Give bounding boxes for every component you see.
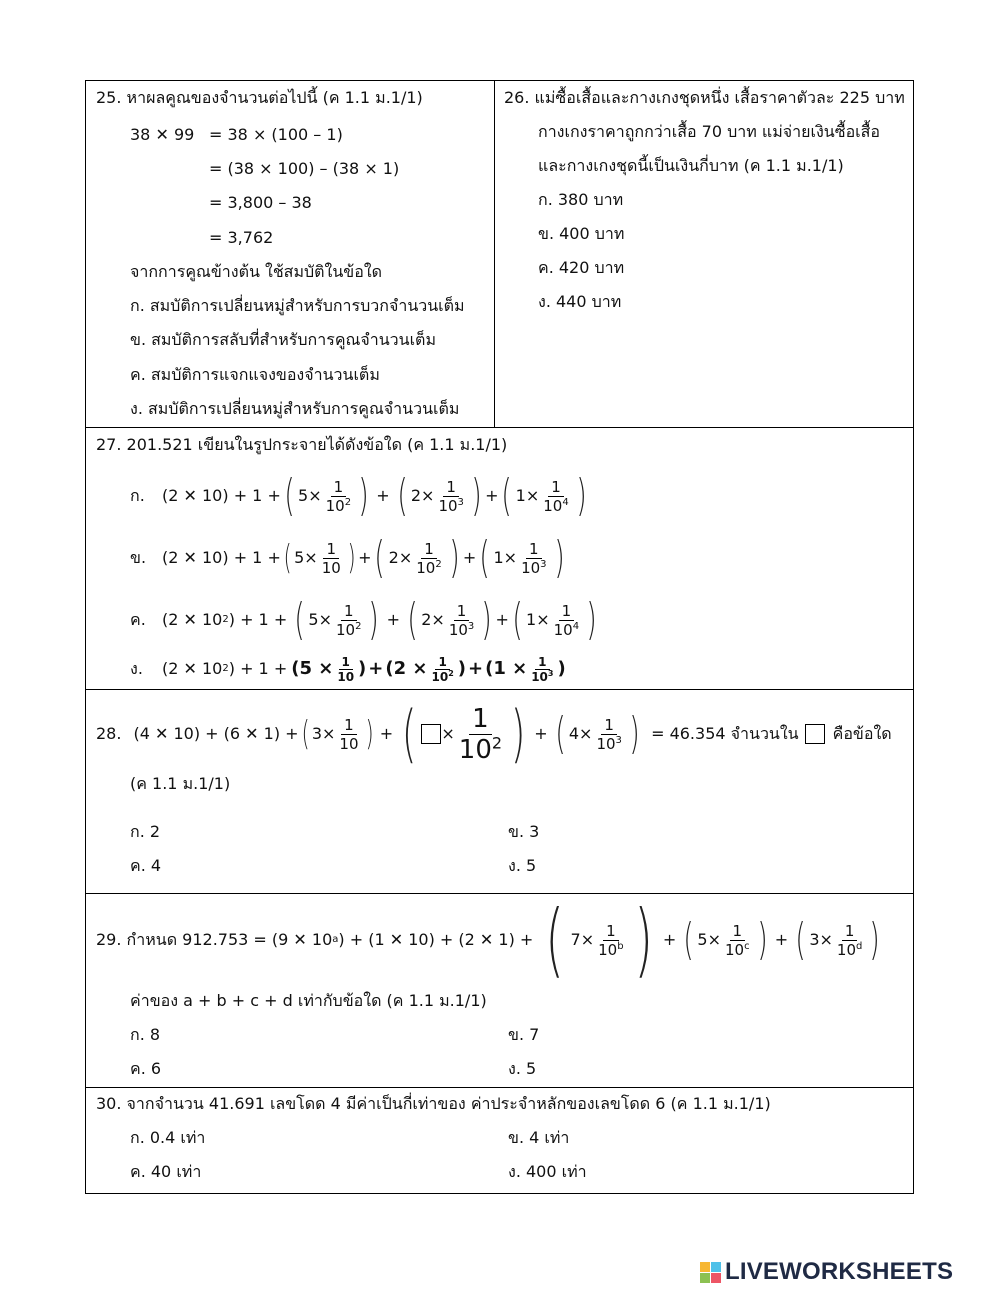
- plus-sign: +: [462, 548, 477, 567]
- plus-sign: +: [534, 724, 548, 743]
- paren-open: (: [407, 594, 418, 645]
- paren-close: ): [449, 532, 460, 583]
- q25-title: 25. หาผลคูณของจำนวนต่อไปนี้ (ค 1.1 ม.1/1): [96, 88, 423, 107]
- times-2: 2×: [421, 610, 445, 629]
- term-5: (5 ×: [291, 658, 334, 679]
- paren-close: ): [347, 538, 356, 578]
- q25-line1b: = 38 × (100 – 1): [209, 125, 343, 144]
- fraction: $\frac{1}{10^3}$: [448, 601, 475, 639]
- row-q29: [86, 893, 913, 1087]
- term-1: (1 ×: [485, 658, 528, 679]
- paren-open: (: [795, 914, 806, 965]
- q27-lead-a: (2 ✕ 10) + 1 +: [162, 486, 281, 505]
- paren-close: ): [586, 594, 597, 645]
- times-7: 7×: [570, 930, 595, 949]
- q28-equation: [96, 697, 892, 770]
- paren-close: ): [869, 914, 881, 965]
- q28-option-b[interactable]: ข. 3: [508, 822, 540, 841]
- logo-block: [711, 1273, 721, 1283]
- logo-block: [711, 1262, 721, 1272]
- q27-label-d: ง.: [130, 659, 143, 678]
- logo-block: [700, 1262, 710, 1272]
- q29-lead: 29. กำหนด 912.753 = (9 ✕ 10: [96, 930, 333, 949]
- logo-block: [700, 1273, 710, 1283]
- q30-option-c[interactable]: ค. 40 เท่า: [130, 1162, 202, 1181]
- fraction: $\frac{1}{10^3}$: [521, 539, 547, 577]
- q30-title: 30. จากจำนวน 41.691 เลขโดด 4 มีค่าเป็นกี่เท่าของ ค่าประจำหลักของเลขโดด 6 (ค 1.1 ม.1/1): [96, 1094, 771, 1113]
- plus-sign: +: [376, 486, 390, 505]
- q28-option-d[interactable]: ง. 5: [508, 856, 537, 875]
- plus-sign: +: [485, 486, 499, 505]
- fraction: $\frac{1}{10^3}$: [596, 715, 622, 753]
- q29-option-c[interactable]: ค. 6: [130, 1059, 162, 1078]
- brand-name: LIVEWORKSHEETS: [725, 1258, 954, 1285]
- paren-close: ): [633, 893, 653, 986]
- fraction: $\frac{1}{10^2}$: [431, 654, 454, 684]
- paren-open: (: [402, 697, 417, 770]
- paren-close: ): [457, 658, 466, 679]
- logo-blocks-icon: [700, 1262, 721, 1283]
- q29-option-d[interactable]: ง. 5: [508, 1059, 537, 1078]
- plus-sign: +: [386, 610, 401, 629]
- fraction: $\frac{1}{10^2}$: [458, 703, 503, 765]
- paren-open: (: [545, 893, 565, 986]
- q25-option-d[interactable]: ง. สมบัติการเปลี่ยนหมู่สำหรับการคูณจำนวนเต็ม: [130, 399, 460, 418]
- q27-lead-b: (2 ✕ 10) + 1 +: [162, 548, 281, 567]
- q27-lead-d: (2 ✕ 10: [162, 659, 223, 678]
- q25-option-c[interactable]: ค. สมบัติการแจกแจงของจำนวนเต็ม: [130, 365, 380, 384]
- paren-open: (: [294, 594, 305, 645]
- plus-sign: +: [662, 930, 677, 949]
- paren-close: ): [471, 470, 482, 521]
- fraction: $\frac{1}{10^2}$: [336, 601, 362, 639]
- paren-close: ): [358, 470, 369, 521]
- q25-line3: = 3,800 – 38: [209, 193, 312, 212]
- q30-option-a[interactable]: ก. 0.4 เท่า: [130, 1128, 206, 1147]
- q26-option-d[interactable]: ง. 440 บาท: [538, 292, 622, 311]
- q25-question: จากการคูณข้างต้น ใช้สมบัติในข้อใด: [130, 262, 383, 281]
- paren-close: ): [557, 658, 566, 679]
- q25-line4: = 3,762: [209, 228, 274, 247]
- q25-option-b[interactable]: ข. สมบัติการสลับที่สำหรับการคูณจำนวนเต็ม: [130, 330, 436, 349]
- paren-close: ): [365, 714, 374, 754]
- times-3: 3×: [311, 724, 336, 743]
- divider-vertical: [494, 81, 495, 427]
- plus-sign: +: [495, 610, 509, 629]
- paren-open: (: [283, 538, 292, 578]
- q28-number: 28.: [96, 724, 122, 743]
- paren-open: (: [683, 914, 694, 965]
- paren-close: ): [757, 914, 768, 965]
- q27-title: 27. 201.521 เขียนในรูปกระจายได้ดังข้อใด (ค 1.1 ม.1/1): [96, 435, 508, 454]
- q30-option-d[interactable]: ง. 400 เท่า: [508, 1162, 587, 1181]
- paren-open: (: [301, 714, 310, 754]
- times-1: 1×: [526, 610, 550, 629]
- q29-option-a[interactable]: ก. 8: [130, 1025, 161, 1044]
- q27-label-c: ค.: [130, 610, 146, 629]
- q26-line3: และกางเกงชุดนี้เป็นเงินกี่บาท (ค 1.1 ม.1/1): [538, 156, 844, 175]
- fraction: $\frac{1}{10^2}$: [416, 539, 442, 577]
- q27-lead-c: (2 ✕ 10: [162, 610, 223, 629]
- paren-open: (: [397, 470, 408, 521]
- q27-option-b[interactable]: [130, 530, 568, 586]
- fraction: $\frac{1}{10^4}$: [543, 477, 569, 515]
- times-sign: ×: [441, 724, 455, 743]
- after-power: ) + 1 +: [228, 610, 288, 629]
- worksheet-table: [85, 80, 914, 1194]
- paren-close: ): [368, 594, 380, 645]
- times-2: 2×: [388, 548, 413, 567]
- q27-option-a[interactable]: [130, 468, 590, 524]
- q26-line1: 26. แม่ซื้อเสื้อและกางเกงชุดหนึ่ง เสื้อราคาตัวละ 225 บาท: [504, 88, 905, 107]
- row-q30: [86, 1087, 913, 1193]
- plus-sign: +: [368, 658, 384, 679]
- q30-option-b[interactable]: ข. 4 เท่า: [508, 1128, 570, 1147]
- times-5: 5×: [294, 548, 318, 567]
- fraction: $\frac{1}{10}$: [337, 654, 355, 684]
- q28-lead: (4 ✕ 10) + (6 ✕ 1) +: [133, 724, 299, 743]
- q26-option-b[interactable]: ข. 400 บาท: [538, 224, 625, 243]
- paren-close: ): [510, 697, 526, 770]
- fraction: $\frac{1}{10}$: [339, 715, 359, 753]
- paren-open: (: [374, 532, 386, 583]
- fraction: $\frac{1}{10^3}$: [531, 654, 554, 684]
- plus-sign: +: [774, 930, 789, 949]
- paren-open: (: [501, 470, 513, 521]
- q29-equation: 29. กำหนด 912.753 = (9 ✕ 10 a ) + (1 ✕ 10) + (2 ✕ 1) + ( 7× $\frac{1}{10^b}$ ) + ( 5× $\frac{1}{10^c}$ ) + ( 3× $\frac{1}{10^d}$ ): [96, 893, 881, 986]
- q25-line1a: 38 ✕ 99: [130, 125, 195, 144]
- q27-label-b: ข.: [130, 548, 147, 567]
- paren-close: ): [576, 470, 587, 521]
- plus-sign: +: [468, 658, 484, 679]
- paren-close: ): [629, 708, 640, 759]
- fraction: $\frac{1}{10^c}$: [724, 921, 750, 959]
- fraction: $\frac{1}{10^d}$: [836, 921, 863, 959]
- q27-label-a: ก.: [130, 486, 145, 505]
- times-5: 5×: [308, 610, 332, 629]
- q28-reference: (ค 1.1 ม.1/1): [130, 774, 231, 793]
- q27-option-c[interactable]: ค. (2 ✕ 10 2 ) + 1 + ( 5× $\frac{1}{10^2}$ ) + ( 2× $\frac{1}{10^3}$ ) + ( 1× $\frac{1}{10^4}$ ): [130, 594, 597, 645]
- term-2: (2 ×: [385, 658, 428, 679]
- q26-option-c[interactable]: ค. 420 บาท: [538, 258, 625, 277]
- times-3: 3×: [809, 930, 833, 949]
- fraction: $\frac{1}{10}$: [321, 539, 341, 577]
- fraction: $\frac{1}{10^b}$: [598, 921, 624, 959]
- times-5: 5×: [697, 930, 721, 949]
- paren-close: ): [481, 594, 493, 645]
- q27-option-d[interactable]: ง. (2 ✕ 10 2 ) + 1 + (5 × $\frac{1}{10}$ ) + (2 × $\frac{1}{10^2}$ ) + (1 × $\frac{1}{10^3}$ ): [130, 654, 566, 684]
- answer-box-icon: [421, 724, 441, 744]
- q29-option-b[interactable]: ข. 7: [508, 1025, 540, 1044]
- liveworksheets-logo[interactable]: [700, 1258, 953, 1286]
- row-q27: [86, 427, 913, 689]
- times-5: 5×: [298, 486, 322, 505]
- paren-open: (: [479, 532, 491, 583]
- answer-box-icon: [805, 724, 825, 744]
- row-q28: [86, 689, 913, 893]
- times-1: 1×: [515, 486, 540, 505]
- q28-tail: คือข้อใด: [832, 724, 892, 743]
- times-1: 1×: [493, 548, 518, 567]
- fraction: $\frac{1}{10^4}$: [553, 601, 580, 639]
- q26-line2: กางเกงราคาถูกกว่าเสื้อ 70 บาท แม่จ่ายเงินซื้อเสื้อ: [538, 122, 881, 141]
- q29-mid: ) + (1 ✕ 10) + (2 ✕ 1) +: [338, 930, 534, 949]
- after-power: ) + 1 +: [228, 659, 288, 678]
- paren-close: ): [358, 658, 367, 679]
- q28-option-a[interactable]: ก. 2: [130, 822, 161, 841]
- q29-question: ค่าของ a + b + c + d เท่ากับข้อใด (ค 1.1 ม.1/1): [130, 991, 487, 1010]
- row-q25-q26: [86, 81, 913, 427]
- times-4: 4×: [568, 724, 593, 743]
- fraction: $\frac{1}{10^2}$: [325, 477, 352, 515]
- paren-close: ): [553, 532, 565, 583]
- q26-option-a[interactable]: ก. 380 บาท: [538, 190, 624, 209]
- fraction: $\frac{1}{10^3}$: [438, 477, 464, 515]
- q28-option-c[interactable]: ค. 4: [130, 856, 162, 875]
- paren-open: (: [555, 708, 566, 759]
- plus-sign: +: [379, 724, 394, 743]
- q25-option-a[interactable]: ก. สมบัติการเปลี่ยนหมู่สำหรับการบวกจำนวนเต็ม: [130, 296, 465, 315]
- times-2: 2×: [410, 486, 435, 505]
- plus-sign: +: [358, 548, 372, 567]
- paren-open: (: [284, 470, 295, 521]
- paren-open: (: [512, 594, 523, 645]
- q28-result: = 46.354 จำนวนใน: [651, 724, 799, 743]
- q25-line2: = (38 × 100) – (38 × 1): [209, 159, 400, 178]
